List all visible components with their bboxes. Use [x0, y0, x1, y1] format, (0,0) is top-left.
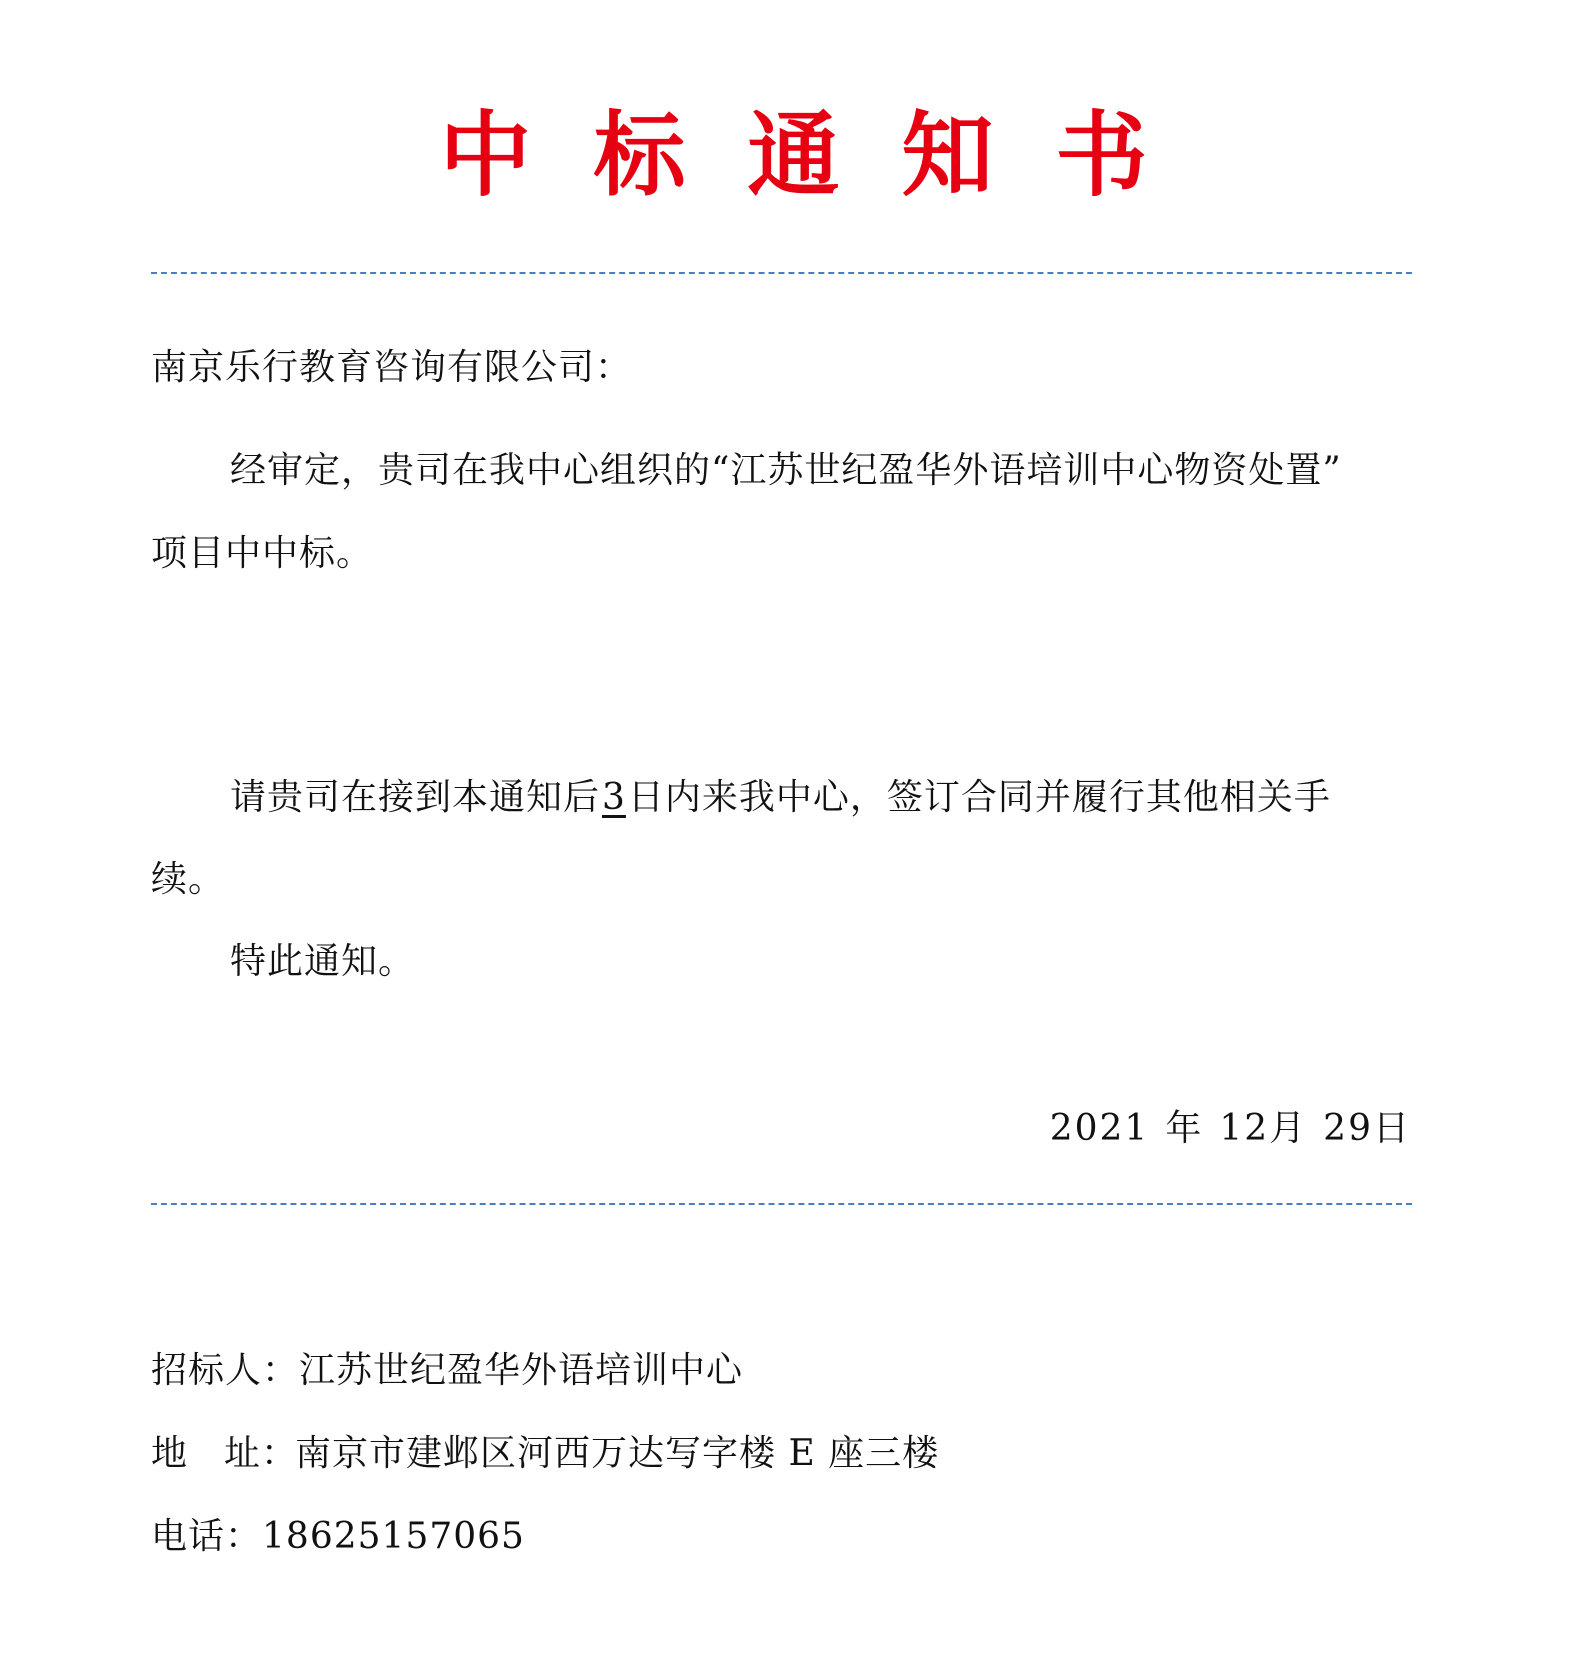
paragraph-2-line-1: [230, 776, 1331, 819]
closing-text: 特此通知。: [230, 941, 416, 982]
tenderer-value: 江苏世纪盈华外语培训中心: [299, 1350, 744, 1391]
address-label-part-2: 址：: [224, 1433, 299, 1474]
days-count: 3: [602, 777, 626, 818]
date-day: 29: [1323, 1108, 1373, 1149]
date-month-unit: 月: [1269, 1108, 1308, 1149]
address-line: [151, 1432, 939, 1475]
date-year: 2021: [1049, 1108, 1150, 1149]
paragraph-1-line-2: 项目中中标。: [151, 533, 374, 574]
bottom-divider: [151, 1203, 1412, 1205]
paragraph-1-line-1: 经审定，贵司在我中心组织的“江苏世纪盈华外语培训中心物资处置”: [230, 450, 1342, 491]
date-month: 12: [1219, 1108, 1270, 1149]
date-day-unit: 日: [1372, 1108, 1411, 1149]
document-title: 中标通知书: [439, 101, 1210, 209]
address-label: [151, 1432, 299, 1475]
phone-label: 电话：: [151, 1516, 263, 1557]
address-value: 南京市建邺区河西万达写字楼 E 座三楼: [295, 1433, 940, 1474]
date-year-unit: 年: [1165, 1108, 1204, 1149]
paragraph-2-line-2: 续。: [151, 859, 226, 900]
recipient-line: 南京乐行教育咨询有限公司：: [151, 347, 633, 388]
tenderer-line: [151, 1349, 743, 1392]
notice-date: [1050, 1107, 1411, 1150]
address-label-part-1: 地: [151, 1433, 189, 1474]
paragraph-2-suffix: 日内来我中心，签订合同并履行其他相关手: [627, 777, 1331, 818]
top-divider: [151, 272, 1412, 274]
phone-value: 18625157065: [262, 1516, 525, 1557]
paragraph-2-prefix: 请贵司在接到本通知后: [230, 777, 601, 818]
tenderer-label: 招标人：: [151, 1350, 300, 1391]
phone-line: [151, 1515, 525, 1558]
